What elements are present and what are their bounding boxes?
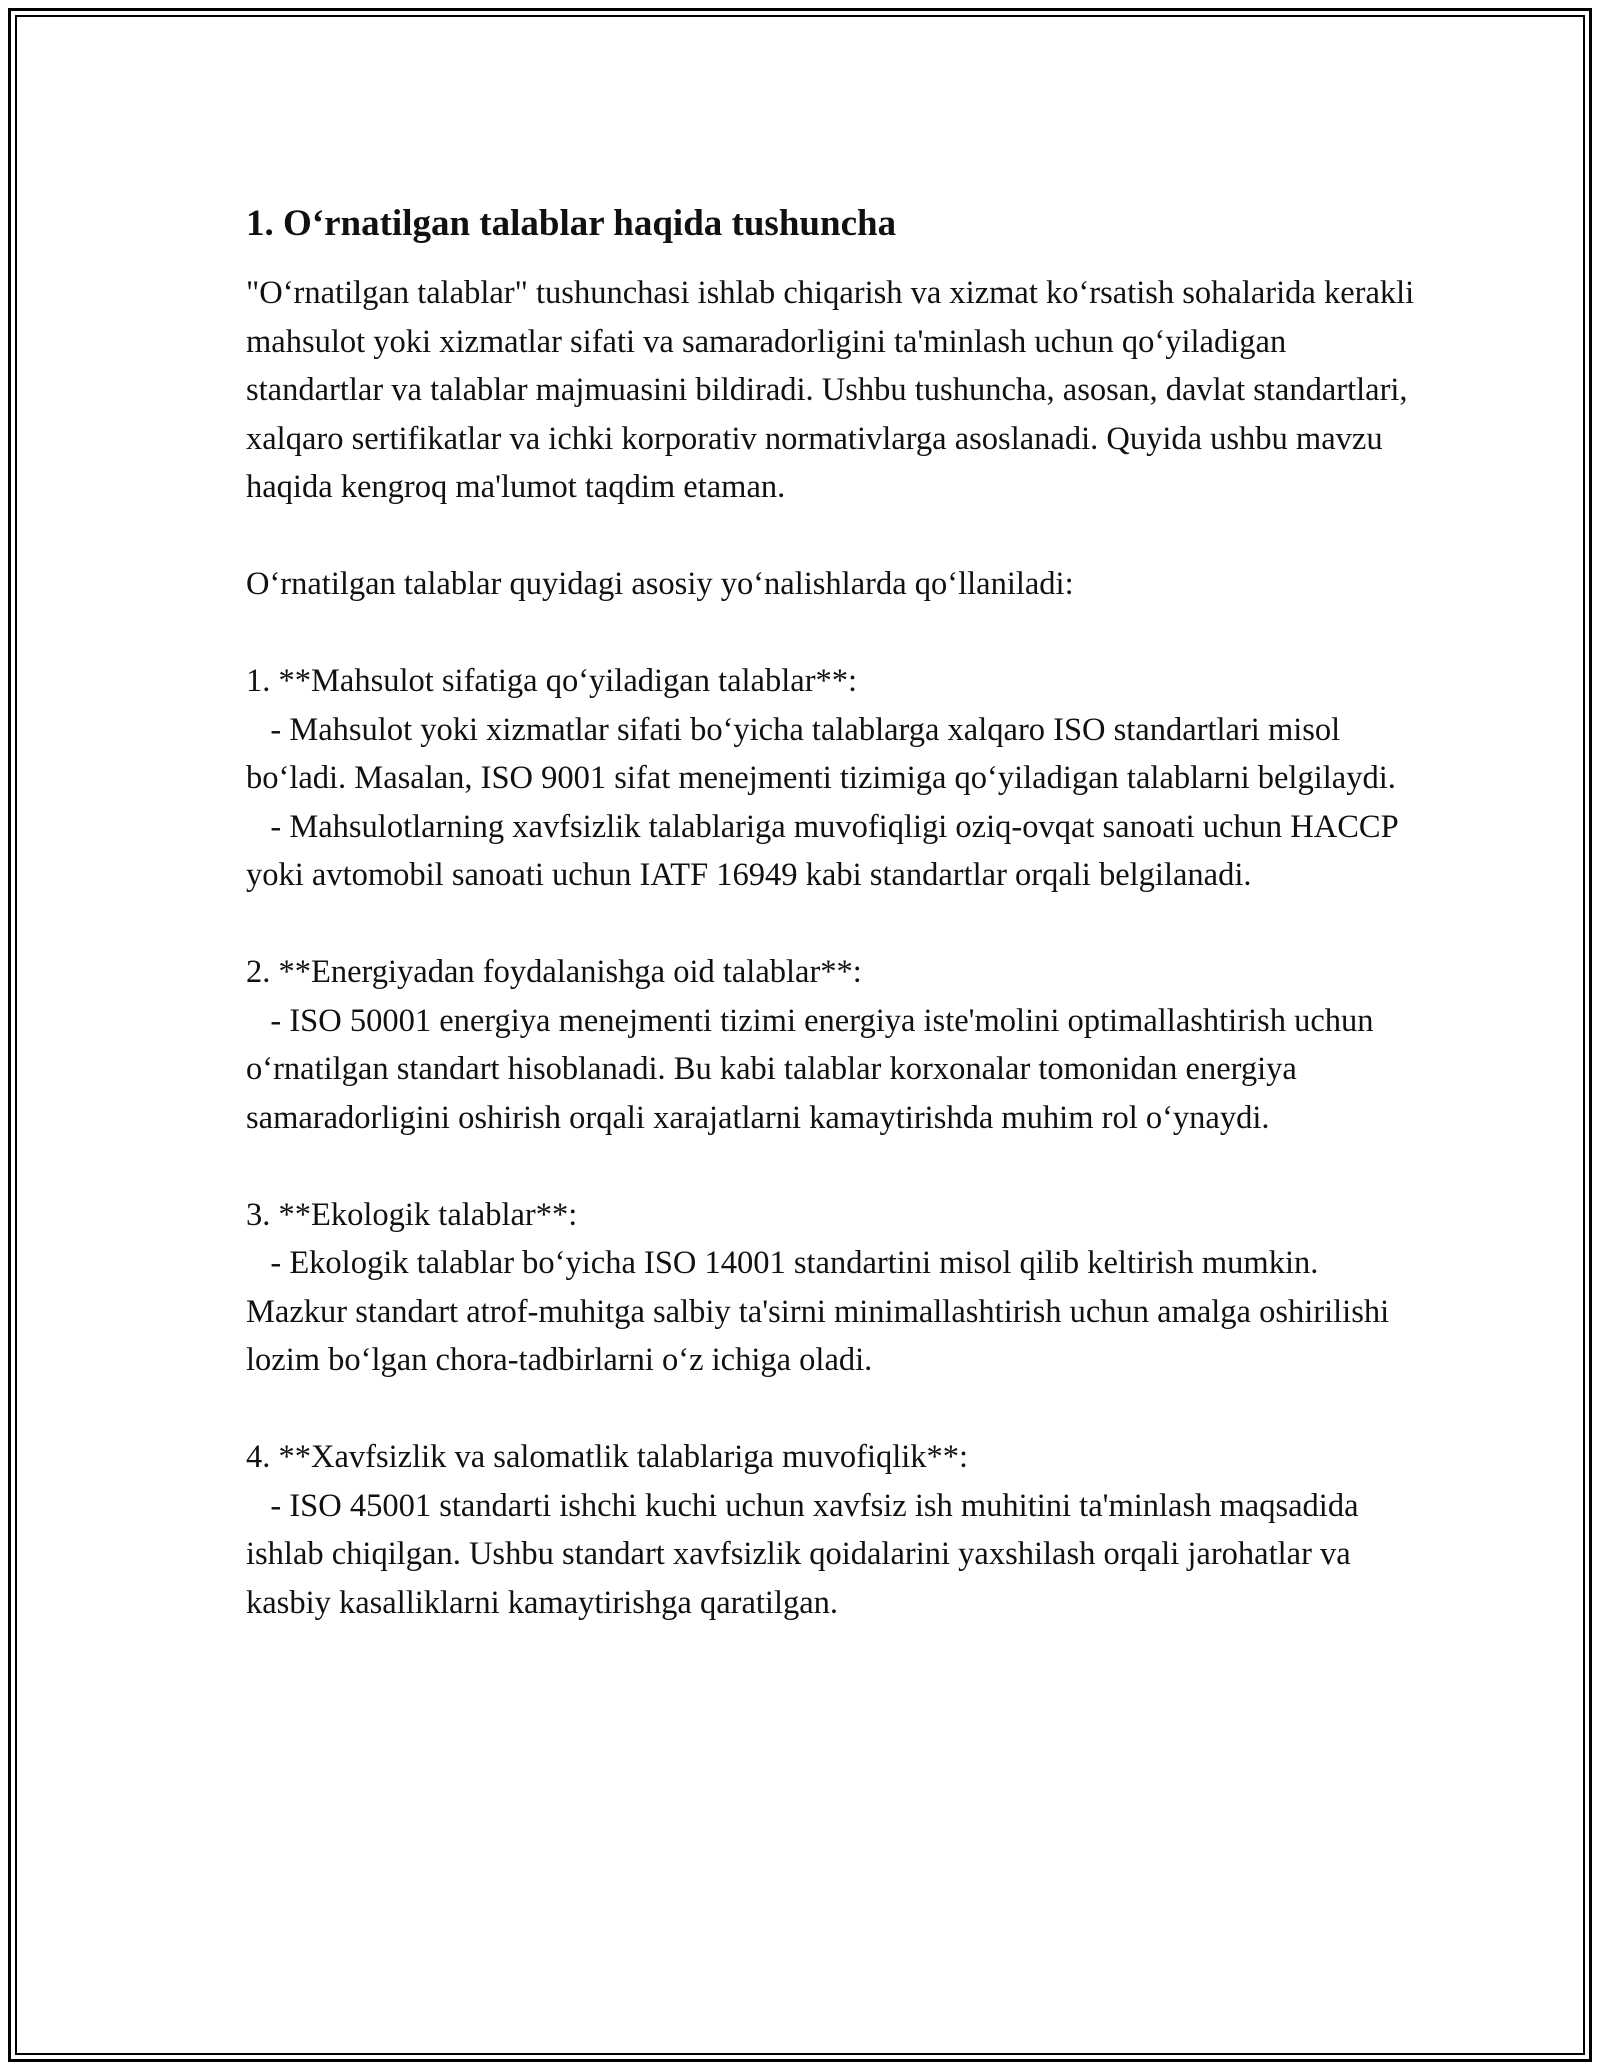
section-3-bullet-1: - Ekologik talablar bo‘yicha ISO 14001 standartini misol qilib keltirish mumkin. Mazkur standart atrof-muhitga salbiy ta'sirni minimallashtirish uchun amalga oshirilishi lozim bo‘lgan chora-tadbirlarni o‘z ichiga oladi. [246,1245,1398,1378]
lead-paragraph: O‘rnatilgan talablar quyidagi asosiy yo‘nalishlarda qo‘llaniladi: [246,566,1074,602]
page-frame [8,8,1592,2062]
section-heading-1: 1. **Mahsulot sifatiga qo‘yiladigan talablar**: [246,663,858,699]
paragraph-gap [246,512,1426,561]
document-title: 1. O‘rnatilgan talablar haqida tushuncha [246,203,897,244]
section-1-bullet-1: - Mahsulot yoki xizmatlar sifati bo‘yicha talablarga xalqaro ISO standartlari misol bo‘ladi. Masalan, ISO 9001 sifat menejmenti tizimiga qo‘yiladigan talablarni belgilaydi. [246,711,1396,796]
intro-paragraph: "O‘rnatilgan talablar" tushunchasi ishlab chiqarish va xizmat ko‘rsatish sohalarida kerakli mahsulot yoki xizmatlar sifati va samaradorligini ta'minlash uchun qo‘yiladigan standartlar va talablar majmuasini bildiradi. Ushbu tushuncha, asosan, davlat standartlari, xalqaro sertifikatlar va ichki korporativ normativlarga asoslanadi. Quyida ushbu mavzu haqida kengroq ma'lumot taqdim etaman. [246,275,1423,505]
section-4-bullet-1: - ISO 45001 standarti ishchi kuchi uchun xavfsiz ish muhitini ta'minlash maqsadida ishlab chiqilgan. Ushbu standart xavfsizlik qoidalarini yaxshilash orqali jarohatlar va kasbiy kasalliklarni kamaytirishga qaratilgan. [246,1487,1367,1621]
section-heading-4: 4. **Xavfsizlik va salomatlik talablariga muvofiqlik**: [246,1439,969,1475]
section-heading-3: 3. **Ekologik talablar**: [246,1196,578,1233]
paragraph-gap [246,609,1426,658]
section-1-bullet-2: - Mahsulotlarning xavfsizlik talablariga muvofiqligi oziq-ovqat sanoati uchun HACCP yoki avtomobil sanoati uchun IATF 16949 kabi standartlar orqali belgilanadi. [246,808,1406,893]
paragraph-gap [246,1142,1426,1191]
paragraph-gap [246,1385,1426,1434]
document-body [246,199,1426,1627]
section-2-bullet-1: - ISO 50001 energiya menejmenti tizimi energiya iste'molini optimallashtirish uchun o‘rnatilgan standart hisoblanadi. Bu kabi talablar korxonalar tomonidan energiya samaradorligini oshirish orqali xarajatlarni kamaytirishda muhim rol o‘ynaydi. [246,1002,1382,1136]
section-heading-2: 2. **Energiyadan foydalanishga oid talablar**: [246,954,862,990]
paragraph-gap [246,900,1426,949]
